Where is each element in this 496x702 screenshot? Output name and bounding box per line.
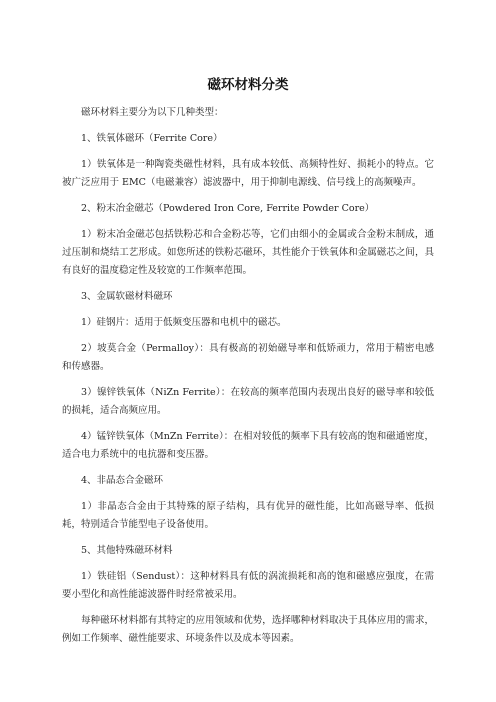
sendust-item: 1）铁硅铝（Sendust）：这种材料具有低的涡流损耗和高的饱和磁感应强度，在需要小型化和高性能滤波器件时经常被采用。 bbox=[62, 571, 434, 600]
intro-paragraph: 磁环材料主要分为以下几种类型： bbox=[81, 107, 224, 118]
amorphous-description: 1）非晶态合金由于其特殊的原子结构，具有优异的磁性能，比如高磁导率、低损耗，特别适合节能型电子设备使用。 bbox=[62, 501, 434, 530]
section-heading-ferrite: 1、铁氧体磁环（Ferrite Core） bbox=[81, 133, 223, 144]
ferrite-description: 1）铁氧体是一种陶瓷类磁性材料，具有成本较低、高频特性好、损耗小的特点。它被广泛应用于 EMC（电磁兼容）滤波器中，用于抑制电源线、信号线上的高频噪声。 bbox=[62, 159, 434, 188]
permalloy-item: 2）坡莫合金（Permalloy）：具有极高的初始磁导率和低矫顽力，常用于精密电感和传感器。 bbox=[62, 343, 434, 372]
section-heading-amorphous: 4、非晶态合金磁环 bbox=[81, 475, 164, 486]
silicon-steel-item: 1）硅钢片：适用于低频变压器和电机中的磁芯。 bbox=[81, 317, 287, 328]
conclusion-paragraph: 每种磁环材料都有其特定的应用领域和优势，选择哪种材料取决于具体应用的需求，例如工作频率、磁性能要求、环境条件以及成本等因素。 bbox=[62, 615, 434, 644]
section-heading-metal-soft-magnetic: 3、金属软磁材料磁环 bbox=[81, 291, 173, 302]
section-heading-powder-core: 2、粉末冶金磁芯（Powdered Iron Core, Ferrite Powder Core） bbox=[81, 203, 375, 214]
document-body bbox=[62, 104, 434, 656]
powder-core-description: 1）粉末冶金磁芯包括铁粉芯和合金粉芯等，它们由细小的金属或合金粉末制成，通过压制和烧结工艺形成。如您所述的铁粉芯磁环，其性能介于铁氧体和金属磁芯之间，具有良好的温度稳定性及较宽的工作频率范围。 bbox=[62, 229, 434, 276]
mnzn-ferrite-item: 4）锰锌铁氧体（MnZn Ferrite）：在相对较低的频率下具有较高的饱和磁通密度，适合电力系统中的电抗器和变压器。 bbox=[62, 431, 434, 460]
nizn-ferrite-item: 3）镍锌铁氧体（NiZn Ferrite）：在较高的频率范围内表现出良好的磁导率和较低的损耗，适合高频应用。 bbox=[62, 387, 434, 416]
section-heading-other: 5、其他特殊磁环材料 bbox=[81, 545, 173, 556]
document-title: 磁环材料分类 bbox=[207, 77, 289, 93]
